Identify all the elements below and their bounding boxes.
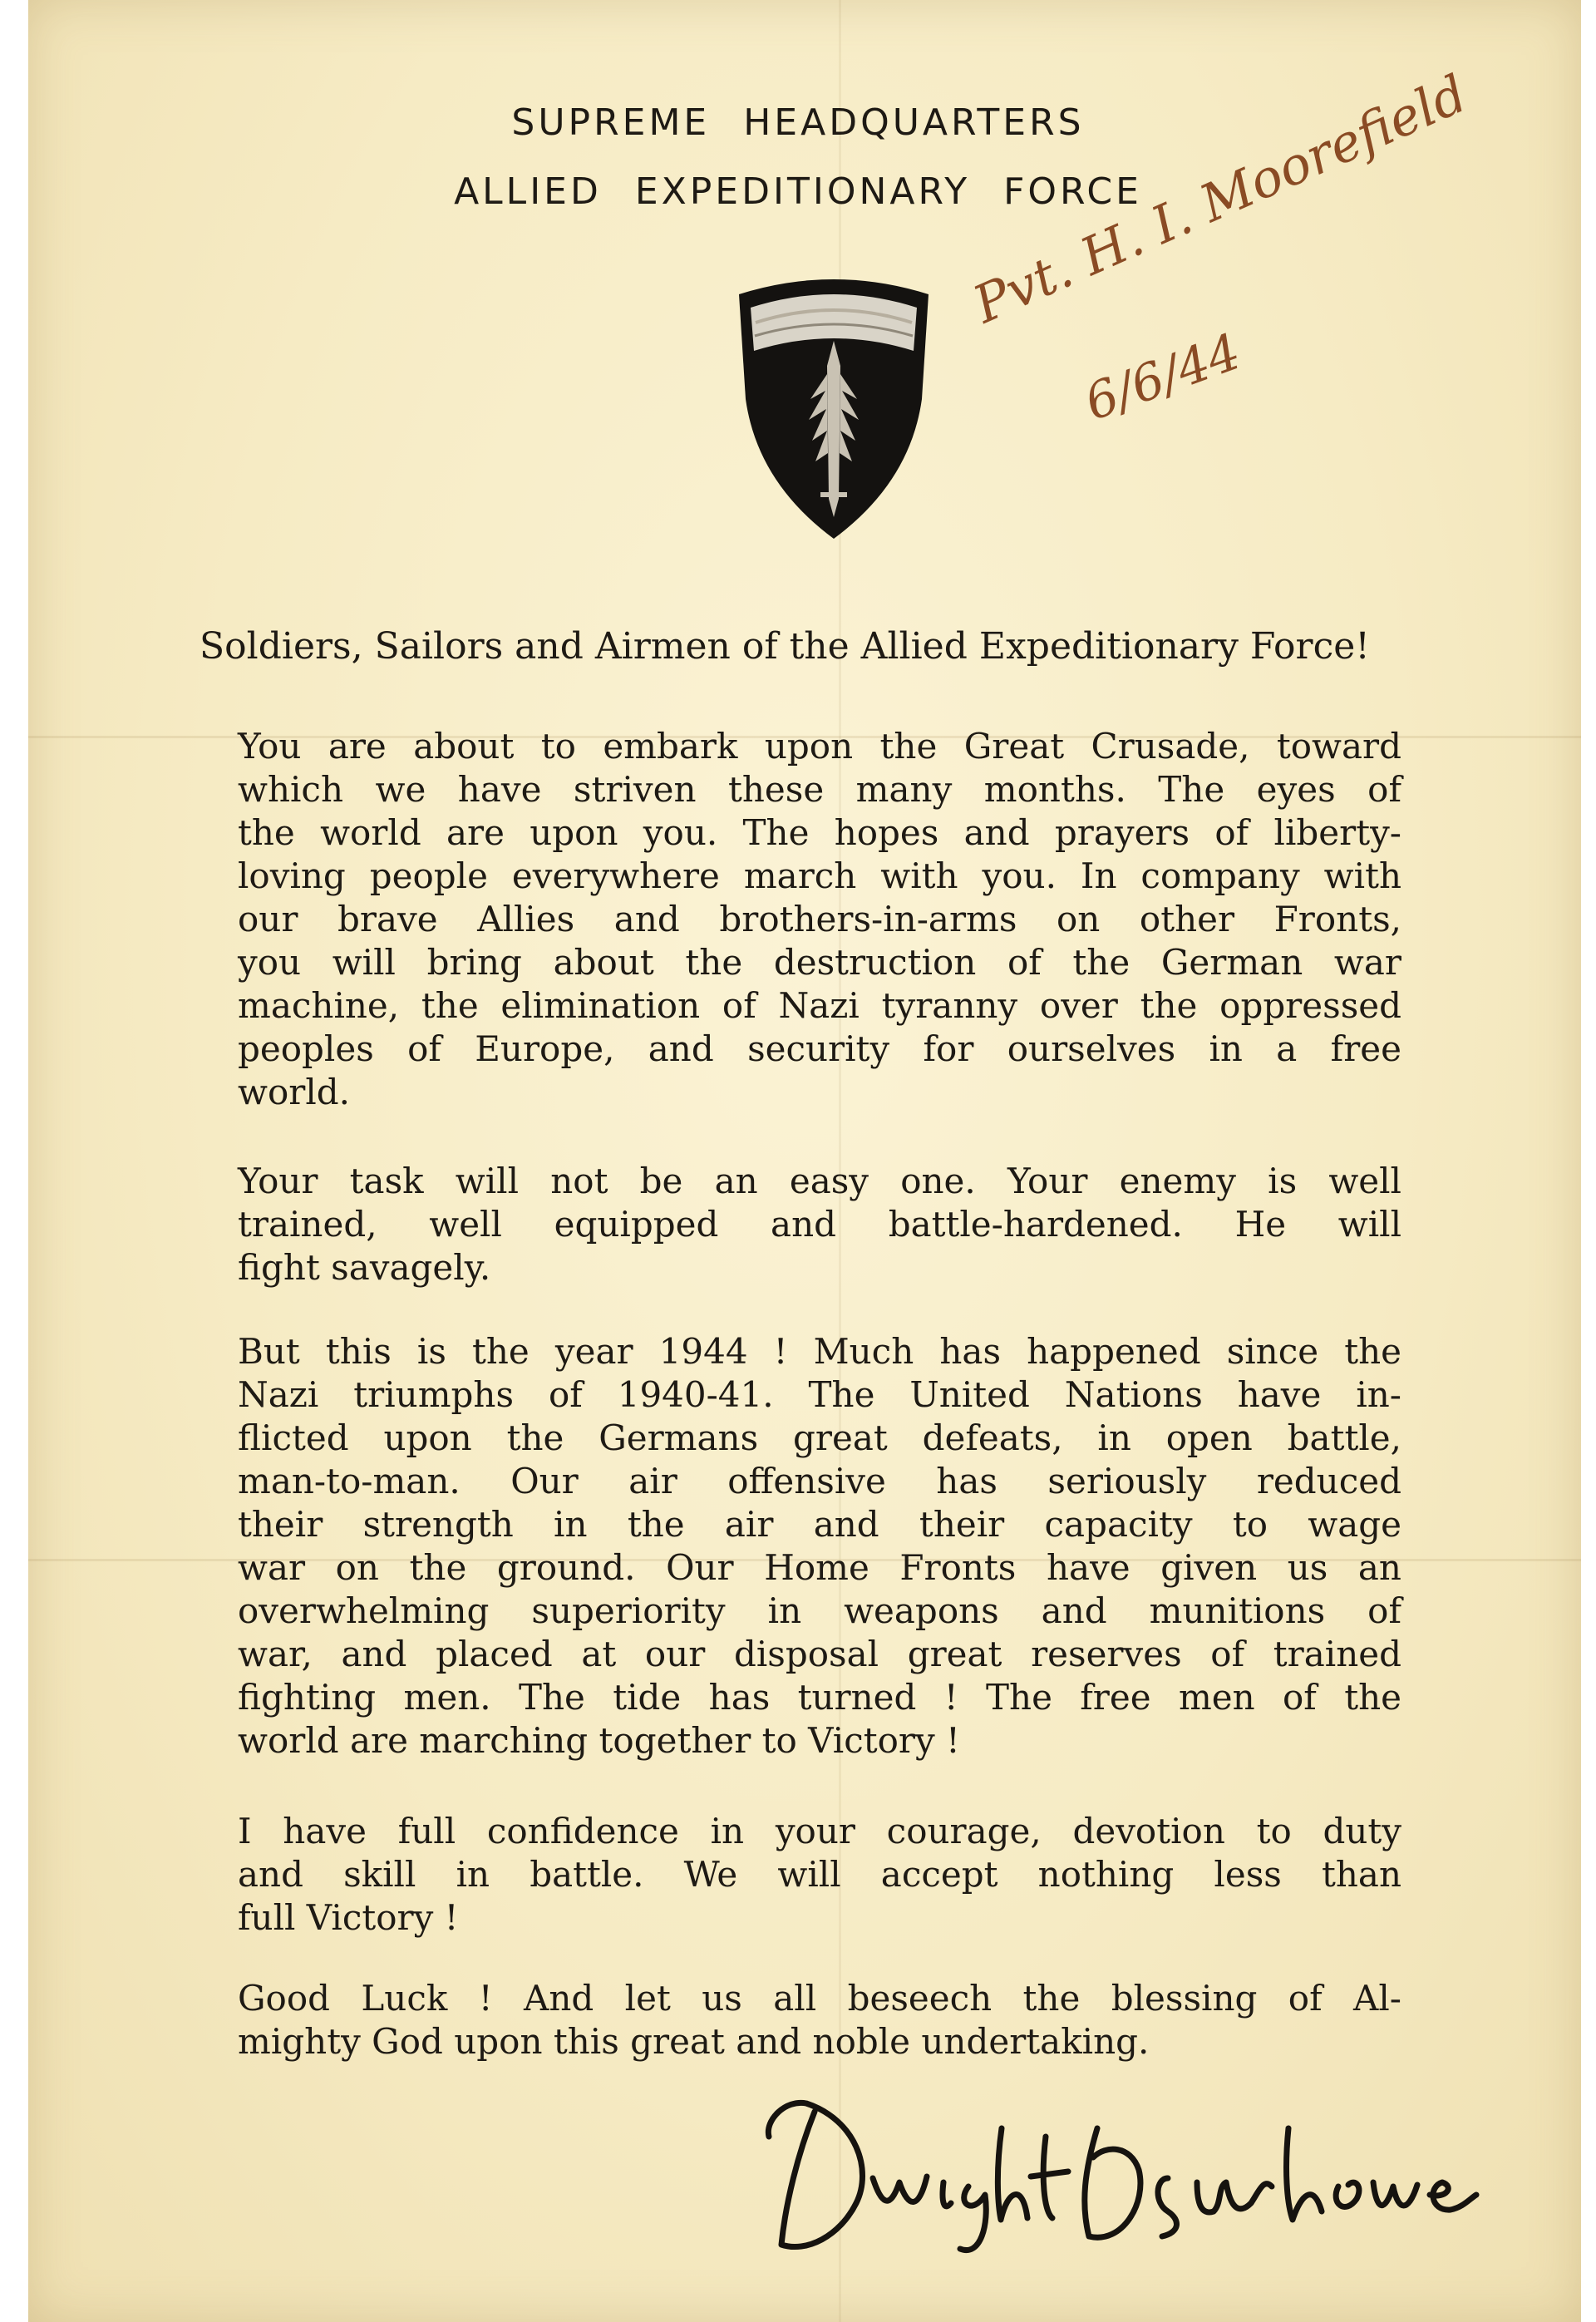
paragraph-2	[238, 1160, 1401, 1289]
eisenhower-signature	[748, 2078, 1480, 2270]
paragraph-line: machine, the elimination of Nazi tyranny over the oppressed	[238, 985, 1401, 1026]
paragraph-line: But this is the year 1944 ! Much has happened since the	[238, 1331, 1401, 1372]
header-line-2: ALLIED EXPEDITIONARY FORCE	[454, 170, 1142, 213]
paragraph-line: which we have striven these many months. The eyes of	[238, 769, 1401, 810]
shaef-insignia-icon	[734, 274, 933, 540]
paragraph-1	[238, 725, 1401, 1114]
paragraph-line: I have full confidence in your courage, devotion to duty	[238, 1811, 1401, 1851]
paragraph-line: fighting men. The tide has turned ! The free men of the	[238, 1677, 1401, 1718]
paragraph-3	[238, 1330, 1401, 1762]
paragraph-line: you will bring about the destruction of the German war	[238, 942, 1401, 983]
paragraph-line: man-to-man. Our air offensive has seriously reduced	[238, 1461, 1401, 1501]
paragraph-line: war, and placed at our disposal great reserves of trained	[238, 1634, 1401, 1674]
header-line-1: SUPREME HEADQUARTERS	[511, 101, 1085, 144]
salutation: Soldiers, Sailors and Airmen of the Allied Expeditionary Force!	[200, 625, 1370, 668]
paragraph-line: Nazi triumphs of 1940-41. The United Nations have in-	[238, 1374, 1401, 1415]
paragraph-line: Good Luck ! And let us all beseech the blessing of Al-	[238, 1978, 1401, 2019]
paragraph-line: the world are upon you. The hopes and prayers of liberty-	[238, 812, 1401, 853]
paragraph-4	[238, 1810, 1401, 1940]
handwritten-date: 6/6/44	[1077, 323, 1249, 432]
paragraph-line: Your task will not be an easy one. Your enemy is well	[238, 1161, 1401, 1201]
paragraph-5	[238, 1977, 1401, 2063]
paragraph-line: peoples of Europe, and security for ourselves in a free	[238, 1028, 1401, 1069]
paragraph-line: our brave Allies and brothers-in-arms on other Fronts,	[238, 899, 1401, 939]
paragraph-line: overwhelming superiority in weapons and munitions of	[238, 1590, 1401, 1631]
paragraph-line: loving people everywhere march with you. In company with	[238, 855, 1401, 896]
paragraph-line: world.	[238, 1072, 350, 1112]
paragraph-line: full Victory !	[238, 1897, 459, 1938]
paragraph-line: war on the ground. Our Home Fronts have given us an	[238, 1547, 1401, 1588]
paragraph-line: their strength in the air and their capacity to wage	[238, 1504, 1401, 1545]
paragraph-line: You are about to embark upon the Great Crusade, toward	[238, 726, 1401, 767]
paragraph-line: trained, well equipped and battle-hardened. He will	[238, 1204, 1401, 1245]
paragraph-line: and skill in battle. We will accept nothing less than	[238, 1854, 1401, 1895]
paragraph-line: flicted upon the Germans great defeats, in open battle,	[238, 1417, 1401, 1458]
handwritten-soldier-name: Pvt. H. I. Moorefield	[964, 62, 1476, 336]
paragraph-line: fight savagely.	[238, 1247, 491, 1288]
paragraph-line: mighty God upon this great and noble undertaking.	[238, 2021, 1150, 2062]
paragraph-line: world are marching together to Victory !	[238, 1720, 960, 1761]
